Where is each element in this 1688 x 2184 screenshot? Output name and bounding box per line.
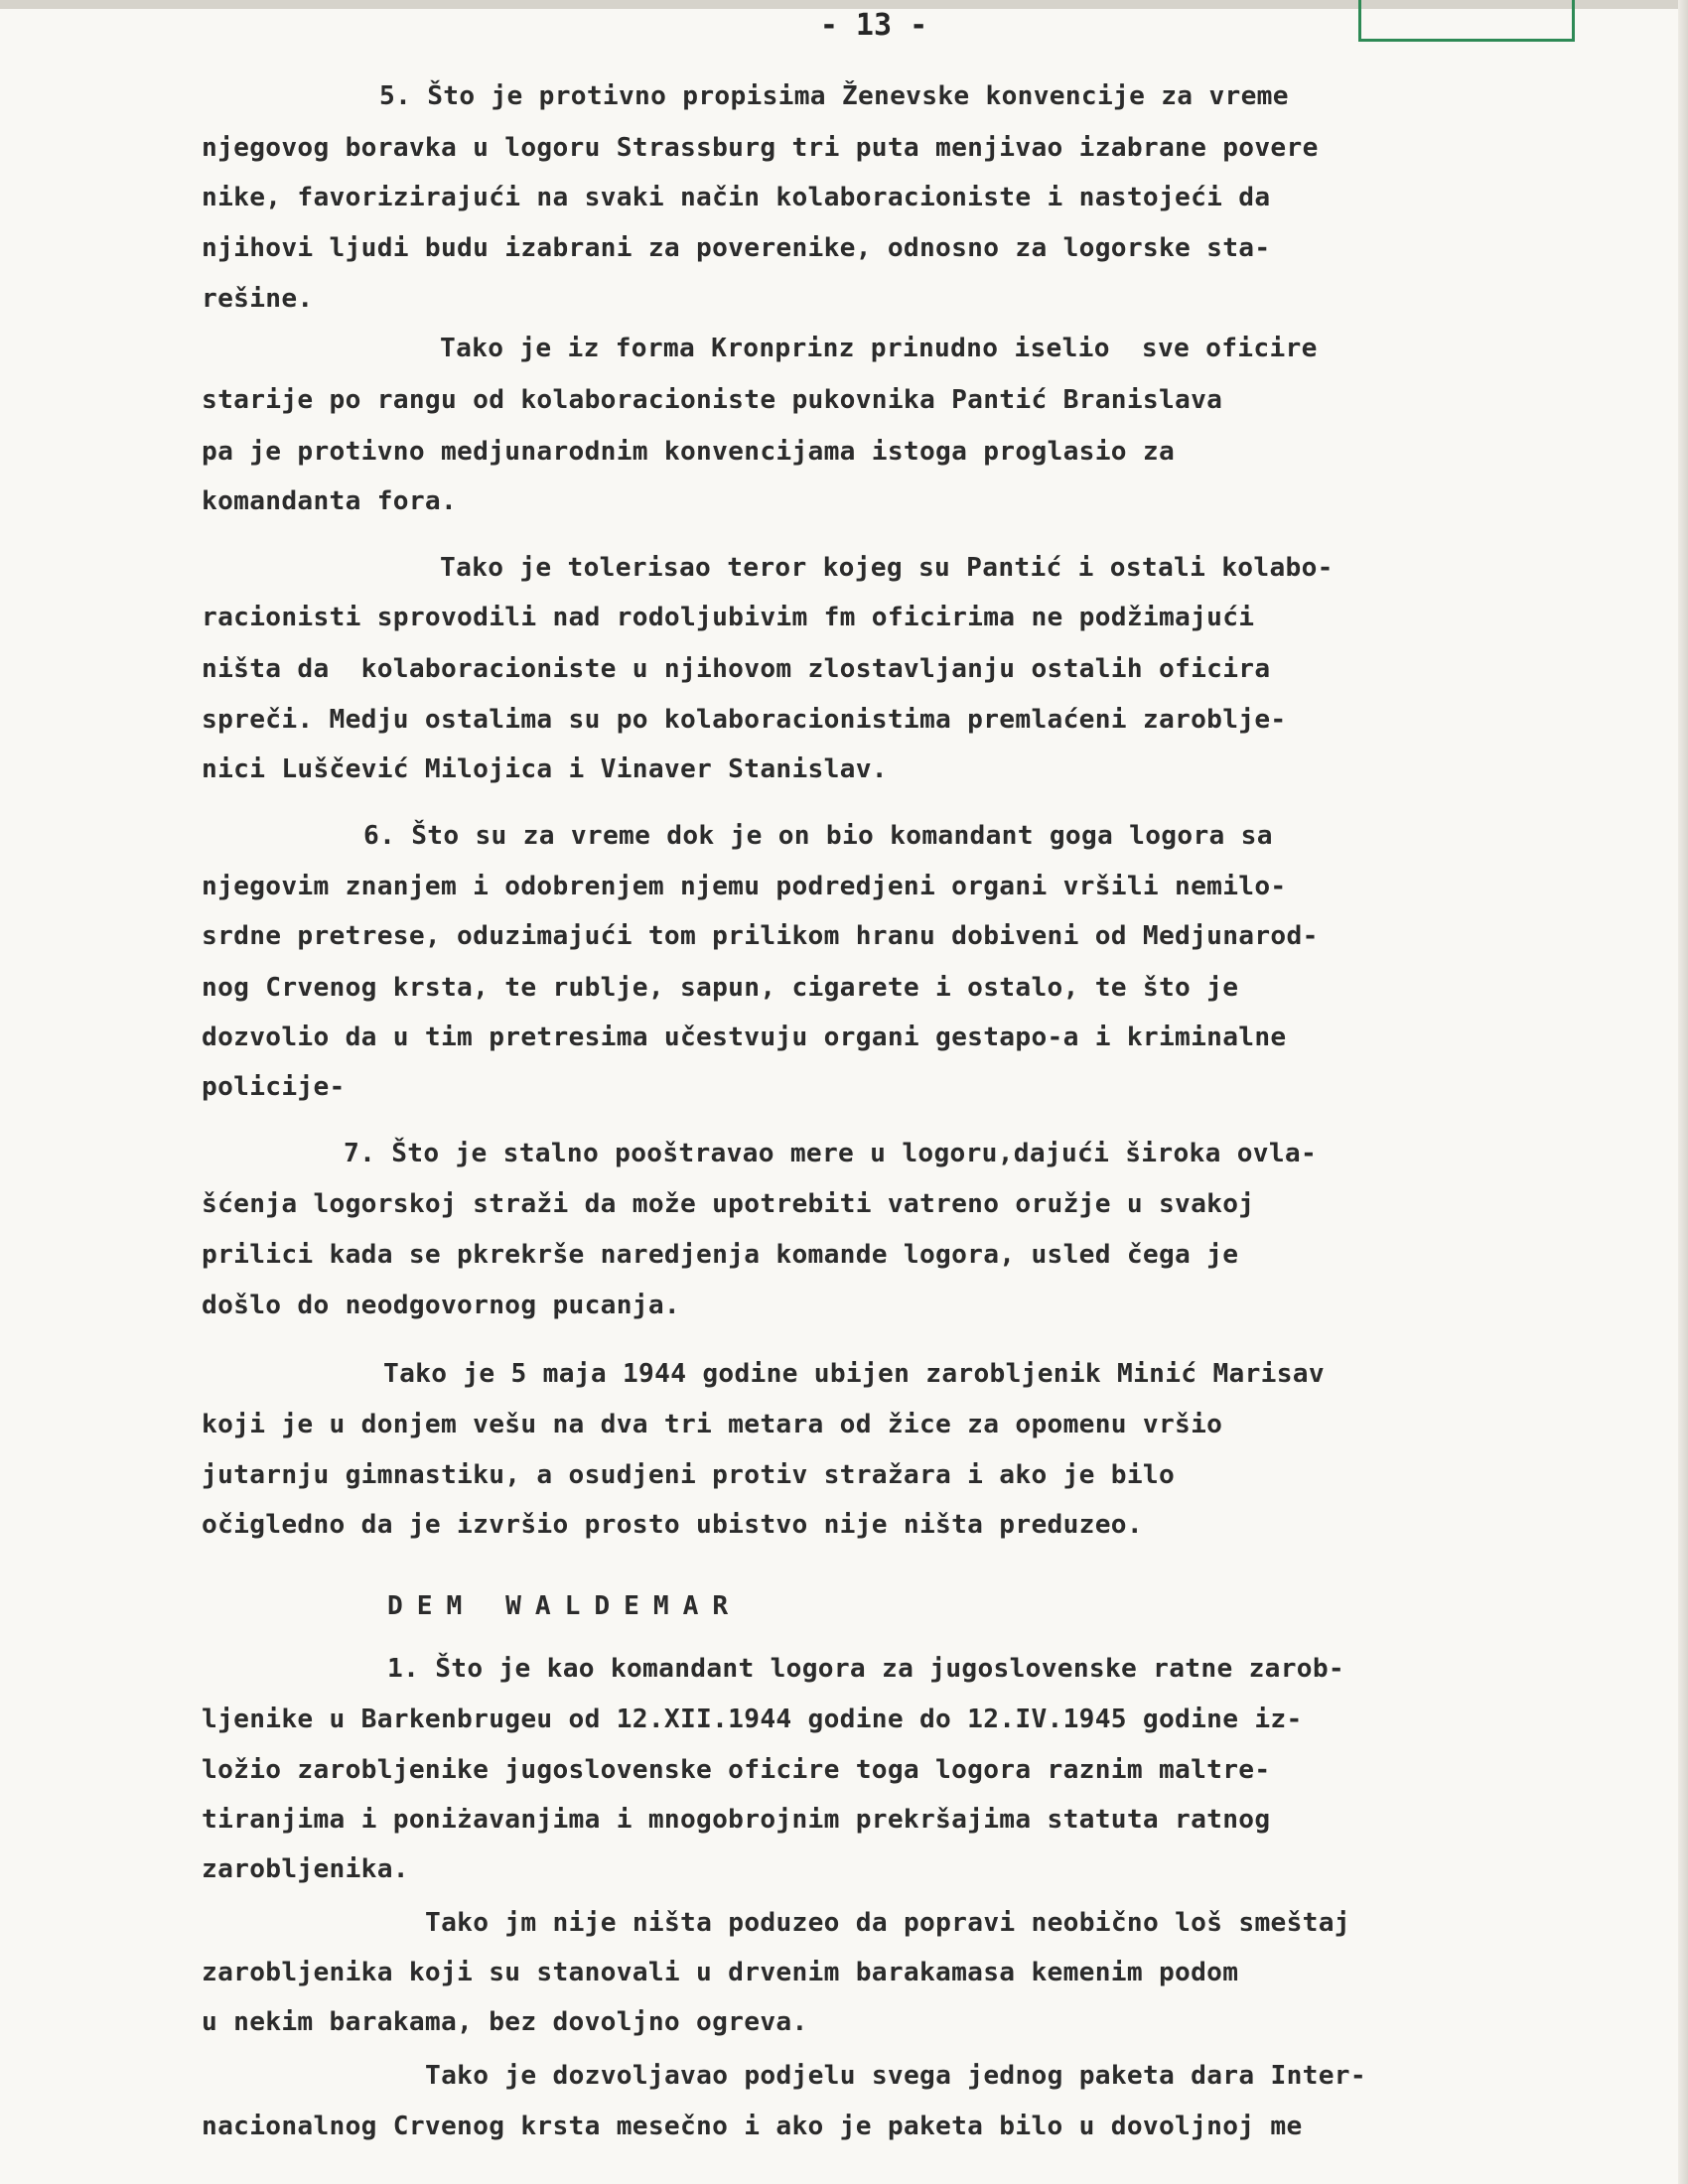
text-line: racionisti sprovodili nad rodoljubivim fm oficirima ne podžimajući	[202, 603, 1255, 632]
text-line: spreči. Medju ostalima su po kolaboracionistima premlaćeni zarobljе-	[202, 705, 1287, 735]
scan-right-edge	[1678, 0, 1688, 2184]
text-line: koji je u donjem vešu na dva tri metara od žice za opomenu vršio	[202, 1410, 1223, 1439]
text-line: njegovim znanjem i odobrenjem njemu podredjeni organi vršili nemilo-	[202, 872, 1287, 901]
text-line: šćenja logorskoj straži da može upotrebiti vatreno oružje u svakoj	[202, 1189, 1255, 1219]
text-line: dozvolio da u tim pretresima učestvuju organi gestapo-a i kriminalne	[202, 1023, 1287, 1052]
text-line: tiranjima i poniżavanjima i mnogobrojnim prekršajima statuta ratnog	[202, 1805, 1271, 1835]
text-line: ložio zarobljenike jugoslovenske oficire toga logora raznim maltre-	[202, 1755, 1271, 1785]
text-line: 7. Što je stalno pooštravao mere u logoru,dajući široka ovla-	[344, 1139, 1318, 1168]
text-line: njihovi ljudi budu izabrani za poverenike, odnosno za logorske sta-	[202, 233, 1271, 263]
text-line: 5. Što je protivno propisima Ženevske konvencije za vreme	[379, 81, 1289, 111]
text-line: pa je protivno medjunarodnim konvencijama istoga proglasio za	[202, 437, 1176, 467]
text-line: Tako je tolerisao teror kojeg su Pantić i ostali kolabo-	[440, 553, 1334, 583]
text-line: jutarnju gimnastiku, a osudjeni protiv stražara i ako je bilo	[202, 1460, 1176, 1490]
text-line: srdne pretrese, oduzimajući tom prilikom hranu dobiveni od Medjunarod-	[202, 921, 1319, 951]
text-line: nici Luščević Milojica i Vinaver Stanislav.	[202, 754, 888, 784]
text-line: komandanta fora.	[202, 486, 458, 516]
text-line: Tako je 5 maja 1944 godine ubijen zarobljenik Minić Marisav	[383, 1359, 1325, 1389]
text-line: prilici kada se pkrekrše naredjenja komande logora, usled čega je	[202, 1240, 1239, 1270]
text-line: ništa da kolaboracioniste u njihovom zlostavljanju ostalih oficira	[202, 654, 1271, 684]
text-line: Tako je iz forma Kronprinz prinudno iselio sve oficire	[440, 334, 1318, 363]
text-line: starije po rangu od kolaboracioniste pukovnika Pantić Branislava	[202, 385, 1223, 415]
text-line: došlo do neodgovornog pucanja.	[202, 1291, 680, 1320]
text-line: nike, favorizirajući na svaki način kolaboracioniste i nastojeći da	[202, 183, 1271, 212]
text-line: policije-	[202, 1072, 346, 1102]
text-line: u nekim barakama, bez dovoljno ogreva.	[202, 2007, 808, 2037]
text-line: Tako je dozvoljavao podjelu svega jednog paketa dara Inter-	[425, 2061, 1366, 2091]
text-line: njegovog boravka u logoru Strassburg tri puta menjivao izabrane povere	[202, 133, 1319, 163]
text-line: zarobljenika koji su stanovali u drvenim barakamasa kemenim podom	[202, 1958, 1239, 1987]
section-heading: DEM WALDEMAR	[387, 1591, 743, 1621]
text-line: ljenike u Barkenbrugeu od 12.XII.1944 godine do 12.IV.1945 godine iz-	[202, 1705, 1303, 1734]
text-line: nog Crvenog krsta, te rublje, sapun, cigarete i ostalo, te što je	[202, 973, 1239, 1003]
page-number: - 13 -	[819, 8, 928, 43]
text-line: rešine.	[202, 284, 314, 314]
text-line: zarobljenika.	[202, 1854, 409, 1884]
text-line: 6. Što su za vreme dok je on bio komandant goga logora sa	[363, 821, 1273, 851]
text-line: očigledno da je izvršio prosto ubistvo nije ništa preduzeo.	[202, 1510, 1143, 1540]
text-line: nacionalnog Crvenog krsta mesečno i ako je paketa bilo u dovoljnoj me	[202, 2112, 1303, 2141]
text-line: Tako jm nije ništa poduzeo da popravi neobično loš smeštaj	[425, 1908, 1350, 1938]
text-line: 1. Što je kao komandant logora za jugoslovenske ratne zarob-	[387, 1654, 1344, 1684]
